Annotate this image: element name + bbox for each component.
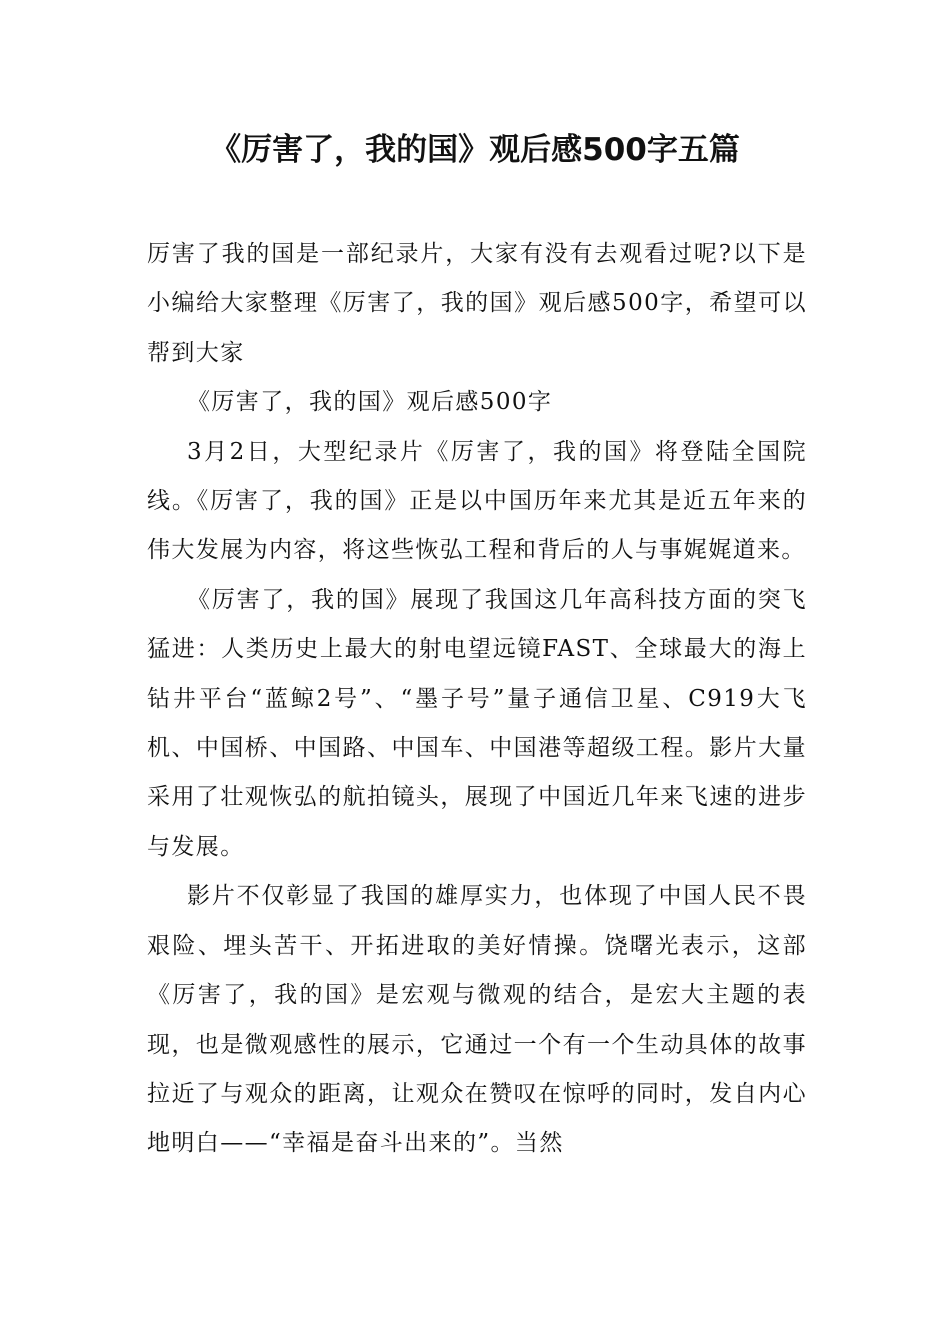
document-title: 《厉害了，我的国》观后感500字五篇 — [210, 132, 740, 168]
paragraph-technology: 《厉害了，我的国》展现了我国这几年高科技方面的突飞猛进：人类历史上最大的射电望远镜FAST、全球最大的海上钻井平台“蓝鲸2号”、“墨子号”量子通信卫星、C919大飞机、中国桥、中国路、中国车、中国港等超级工程。影片大量采用了壮观恢弘的航拍镜头，展现了中国近几年来飞速的进步与发展。 — [147, 586, 807, 860]
paragraph-subheading: 《厉害了，我的国》观后感500字 — [187, 389, 553, 416]
paragraph-spirit: 影片不仅彰显了我国的雄厚实力，也体现了中国人民不畏艰险、埋头苦干、开拓进取的美好情操。饶曙光表示，这部《厉害了，我的国》是宏观与微观的结合，是宏大主题的表现，也是微观感性的展示，它通过一个有一个生动具体的故事拉近了与观众的距离，让观众在赞叹在惊呼的同时，发自内心地明白——“幸福是奋斗出来的”。当然 — [147, 883, 807, 1157]
document-body — [147, 230, 807, 1169]
paragraph-release: 3月2日，大型纪录片《厉害了，我的国》将登陆全国院线。《厉害了，我的国》正是以中国历年来尤其是近五年来的伟大发展为内容，将这些恢弘工程和背后的人与事娓娓道来。 — [147, 438, 807, 564]
paragraph-intro: 厉害了我的国是一部纪录片，大家有没有去观看过呢?以下是小编给大家整理《厉害了，我的国》观后感500字，希望可以帮到大家 — [147, 241, 807, 366]
